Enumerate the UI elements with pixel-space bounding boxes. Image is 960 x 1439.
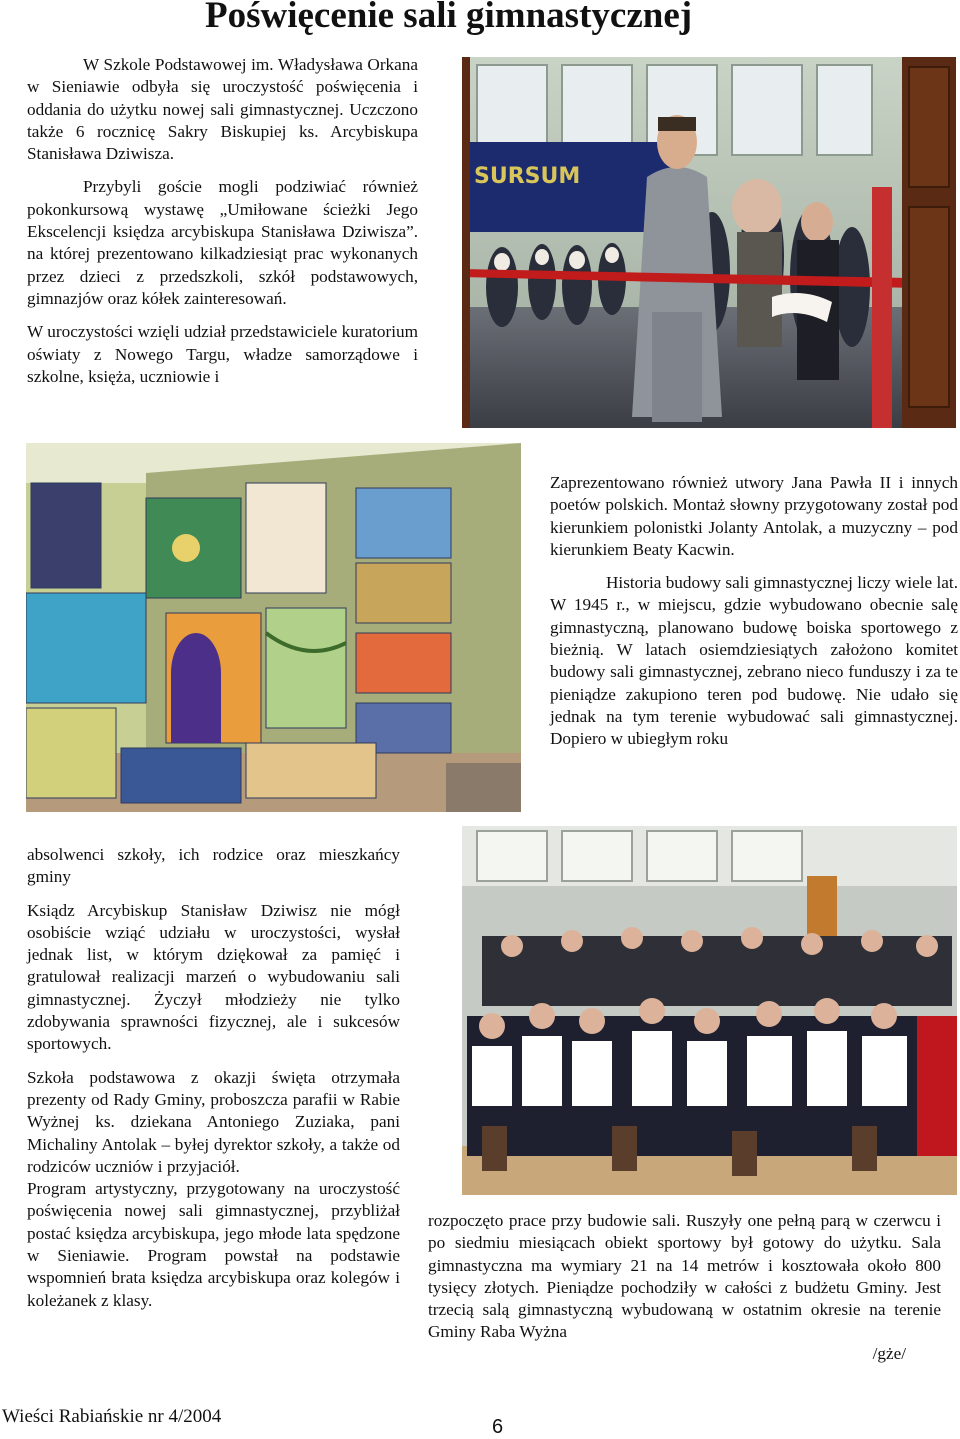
paragraph: Historia budowy sali gimnastycznej liczy wiele lat. W 1945 r., w miejscu, gdzie wybudowano obecnie salę gimnastyczną, planowano budowę boiska sportowego z bieżnią. W latach osiemdziesiątych założono komitet budowy sali gimnastycznej, zebrano nieco funduszy i za te pieniądze zakupiono teren pod budowę. Nie udało się jednak na tym terenie wybudować sali gimnastycznej. Dopiero w ubiegłym roku — [550, 573, 958, 749]
paragraph: rozpoczęto prace przy budowie sali. Ruszyły one pełną parą w czerwcu i po siedmiu miesiącach obiekt sportowy był gotowy do użytku. Sala gimnastyczna ma wymiary 21 na 14 metrów i kosztowała około 800 tysięcy złotych. Pieniądze pochodziły w całości z budżetu Gminy. Jest trzecią salą gimnastyczną wybudowaną w ostatnim okresie na terenie Gminy Raba Wyżna — [428, 1211, 941, 1342]
article-title: Poświęcenie sali gimnastycznej — [205, 0, 693, 36]
paragraph: Przybyli goście mogli podziwiać również pokonkursową wystawę „Umiłowane ścieżki Jego Ekscelencji księdza arcybiskupa Stanisława Dziwisza”. na której prezentowano kilkadziesiąt prac wykonanych przez dzieci z przedszkoli, szkół podstawowych, gimnazjów oraz kółek zainteresowań. — [27, 177, 418, 308]
paragraph: absolwenci szkoły, ich rodzice oraz mieszkańcy gminy — [27, 845, 400, 887]
text-column-3 — [27, 844, 400, 1312]
paragraph: Ksiądz Arcybiskup Stanisław Dziwisz nie mógł osobiście wziąć udziału w uroczystości, wysłał jednak list, w którym dziękował za pamięć i gratulował realizacji marzeń o wybudowaniu sali gimnastycznej. Życzył młodzieży nie tylko zdobywania sprawności fizycznej, ale i sukcesów sportowych. — [27, 900, 400, 1054]
paragraph: Program artystyczny, przygotowany na uroczystość poświęcenia nowej sali gimnastycznej, przybliżał postać księdza arcybiskupa, jego młode lata spędzone w Sieniawie. Program powstał na podstawie wspomnień brata księdza arcybiskupa oraz kolegów i koleżanek z klasy. — [27, 1179, 400, 1310]
paragraph: Zaprezentowano również utwory Jana Pawła II i innych poetów polskich. Montaż słowny przygotowany został pod kierunkiem polonistki Jolanty Antolak, a muzyczny – pod kierunkiem Beaty Kacwin. — [550, 473, 958, 559]
text-column-1 — [27, 54, 418, 388]
text-column-4 — [428, 1210, 941, 1344]
publication-footer: Wieści Rabiańskie nr 4/2004 — [2, 1406, 222, 1427]
author-signature: /gże/ — [872, 1344, 906, 1363]
text-column-2 — [550, 472, 958, 762]
photo-exhibition — [26, 443, 521, 812]
paragraph: W uroczystości wzięli udział przedstawiciele kuratorium oświaty z Nowego Targu, władze samorządowe i szkolne, księża, uczniowie i — [27, 322, 418, 386]
paragraph: Szkoła podstawowa z okazji święta otrzymała prezenty od Rady Gminy, proboszcza parafii w Rabie Wyżnej ks. dziekana Antoniego Zuziaka, pani Michaliny Antolak – byłej dyrektor szkoły, a także od rodziców uczniów i przyjaciół. — [27, 1067, 400, 1176]
paragraph: W Szkole Podstawowej im. Władysława Orkana w Sieniawie odbyła się uroczystość poświęcenia i oddania do użytku nowej sali gimnastycznej. Uczczono także 6 rocznicę Sakry Biskupiej ks. Arcybiskupa Stanisława Dziwisza. — [27, 55, 418, 164]
page-number: 6 — [492, 1416, 504, 1438]
banner-text: SURSUM — [474, 164, 581, 189]
photo-audience — [462, 826, 957, 1195]
photo-ribbon-cutting — [462, 57, 956, 428]
